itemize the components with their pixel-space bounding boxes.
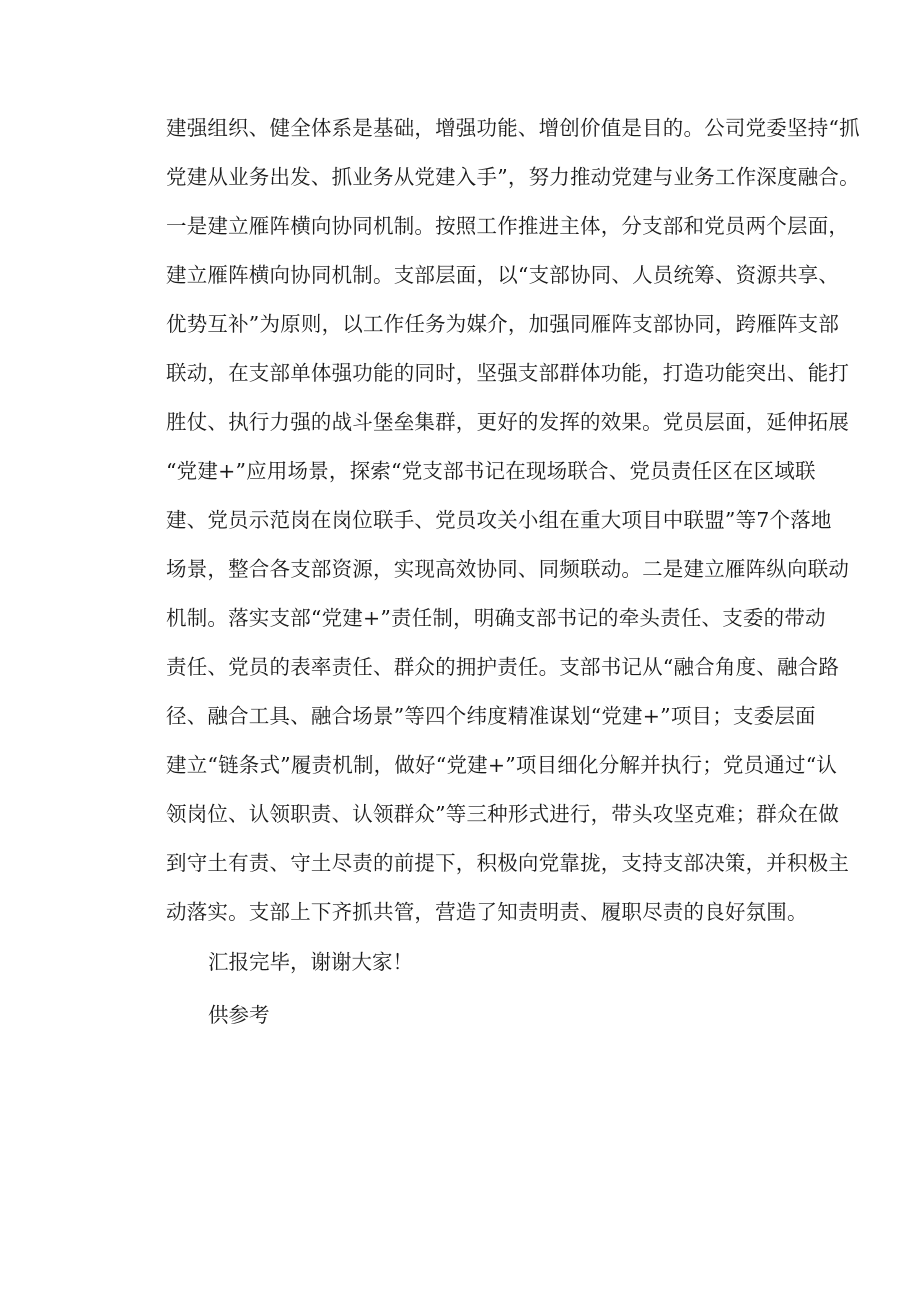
paragraph-line: 建强组织、健全体系是基础，增强功能、增创价值是目的。公司党委坚持“抓 <box>166 116 860 140</box>
paragraph-line: 到守土有责、守土尽责的前提下，积极向党靠拢，支持支部决策，并积极主 <box>166 851 850 875</box>
paragraph-line: 领岗位、认领职责、认领群众”等三种形式进行，带头攻坚克难；群众在做 <box>166 802 840 826</box>
paragraph-line: 党建从业务出发、抓业务从党建入手”，努力推动党建与业务工作深度融合。 <box>166 165 860 189</box>
paragraph-line: 优势互补”为原则，以工作任务为媒介，加强同雁阵支部协同，跨雁阵支部 <box>166 312 840 336</box>
paragraph-line: 责任、党员的表率责任、群众的拥护责任。支部书记从“融合角度、融合路 <box>166 655 840 679</box>
paragraph-line: 动落实。支部上下齐抓共管，营造了知责明责、履职尽责的良好氛围。 <box>166 900 808 924</box>
paragraph-line: 径、融合工具、融合场景”等四个纬度精准谋划“党建+”项目；支委层面 <box>166 704 816 728</box>
paragraph-line: 联动，在支部单体强功能的同时，坚强支部群体功能，打造功能突出、能打 <box>166 361 850 385</box>
paragraph-line: 建立雁阵横向协同机制。支部层面，以“支部协同、人员统筹、资源共享、 <box>166 263 840 287</box>
paragraph-line: 胜仗、执行力强的战斗堡垒集群，更好的发挥的效果。党员层面，延伸拓展 <box>166 410 850 434</box>
paragraph-line: 一是建立雁阵横向协同机制。按照工作推进主体，分支部和党员两个层面， <box>166 214 850 238</box>
paragraph-line: 场景，整合各支部资源，实现高效协同、同频联动。二是建立雁阵纵向联动 <box>166 557 850 581</box>
reference-note: 供参考 <box>208 1003 270 1027</box>
paragraph-line: “党建+”应用场景，探索“党支部书记在现场联合、党员责任区在区域联 <box>166 459 816 483</box>
paragraph-line: 建立“链条式”履责机制，做好“党建+”项目细化分解并执行；党员通过“认 <box>166 753 838 777</box>
paragraph-line: 建、党员示范岗在岗位联手、党员攻关小组在重大项目中联盟”等7个落地 <box>166 508 832 532</box>
paragraph-line: 机制。落实支部“党建+”责任制，明确支部书记的牵头责任、支委的带动 <box>166 606 826 630</box>
closing-remark: 汇报完毕，谢谢大家！ <box>208 950 413 974</box>
